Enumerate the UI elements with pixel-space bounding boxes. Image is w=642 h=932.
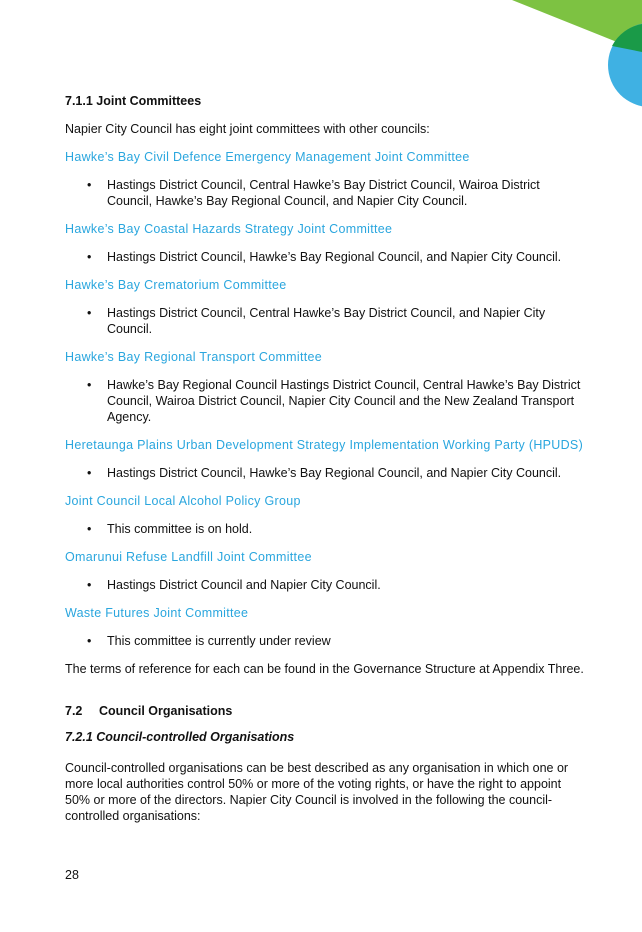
committee-members: • Hastings District Council and Napier City Council. bbox=[107, 577, 585, 593]
committee-entry bbox=[65, 349, 585, 425]
committee-title: Waste Futures Joint Committee bbox=[65, 606, 249, 620]
committee-list bbox=[65, 149, 585, 649]
committee-members: • Hastings District Council, Hawke’s Bay Regional Council, and Napier City Council. bbox=[107, 249, 585, 265]
page-number: 28 bbox=[65, 868, 79, 882]
intro-paragraph: Napier City Council has eight joint committees with other councils: bbox=[65, 122, 430, 136]
committee-entry bbox=[65, 277, 585, 337]
committee-members: • Hastings District Council, Hawke’s Bay Regional Council, and Napier City Council. bbox=[107, 465, 585, 481]
committee-members: • Hastings District Council, Central Hawke’s Bay District Council, Wairoa District Council, Hawke’s Bay Regional Council, and Napier City Council. bbox=[107, 177, 585, 209]
section-heading-7-1-1: 7.1.1 Joint Committees bbox=[65, 94, 202, 108]
committee-entry bbox=[65, 437, 585, 481]
committee-members: • This committee is on hold. bbox=[107, 521, 585, 537]
committee-entry bbox=[65, 493, 585, 537]
committee-title: Hawke’s Bay Coastal Hazards Strategy Joint Committee bbox=[65, 222, 393, 236]
page-content bbox=[65, 93, 585, 836]
committee-entry bbox=[65, 549, 585, 593]
committee-title: Hawke’s Bay Crematorium Committee bbox=[65, 278, 287, 292]
committee-title: Joint Council Local Alcohol Policy Group bbox=[65, 494, 301, 508]
committee-members: • Hawke’s Bay Regional Council Hastings District Council, Central Hawke’s Bay District Council, Wairoa District Council, Napier City Council and the New Zealand Transport Agency. bbox=[107, 377, 585, 425]
section-heading-7-2-1: 7.2.1 Council-controlled Organisations bbox=[65, 730, 295, 744]
section-title: Council Organisations bbox=[99, 704, 233, 718]
committee-entry bbox=[65, 149, 585, 209]
committee-title: Omarunui Refuse Landfill Joint Committee bbox=[65, 550, 312, 564]
committee-title: Hawke’s Bay Civil Defence Emergency Management Joint Committee bbox=[65, 150, 470, 164]
committee-title: Hawke’s Bay Regional Transport Committee bbox=[65, 350, 323, 364]
committee-entry bbox=[65, 605, 585, 649]
committee-members: • Hastings District Council, Central Hawke’s Bay District Council, and Napier City Council. bbox=[107, 305, 585, 337]
committee-entry bbox=[65, 221, 585, 265]
section-number: 7.2 bbox=[65, 704, 83, 718]
cco-paragraph: Council-controlled organisations can be best described as any organisation in which one or more local authorities control 50% or more of the voting rights, or have the right to appoint 50% or more of the directors. Napier City Council is involved in the following the council-controlled organisations: bbox=[65, 761, 569, 823]
section-heading-7-2 bbox=[65, 703, 585, 719]
committee-members: • This committee is currently under review bbox=[107, 633, 585, 649]
terms-paragraph: The terms of reference for each can be found in the Governance Structure at Appendix Three. bbox=[65, 662, 584, 676]
committee-title: Heretaunga Plains Urban Development Strategy Implementation Working Party (HPUDS) bbox=[65, 438, 584, 452]
